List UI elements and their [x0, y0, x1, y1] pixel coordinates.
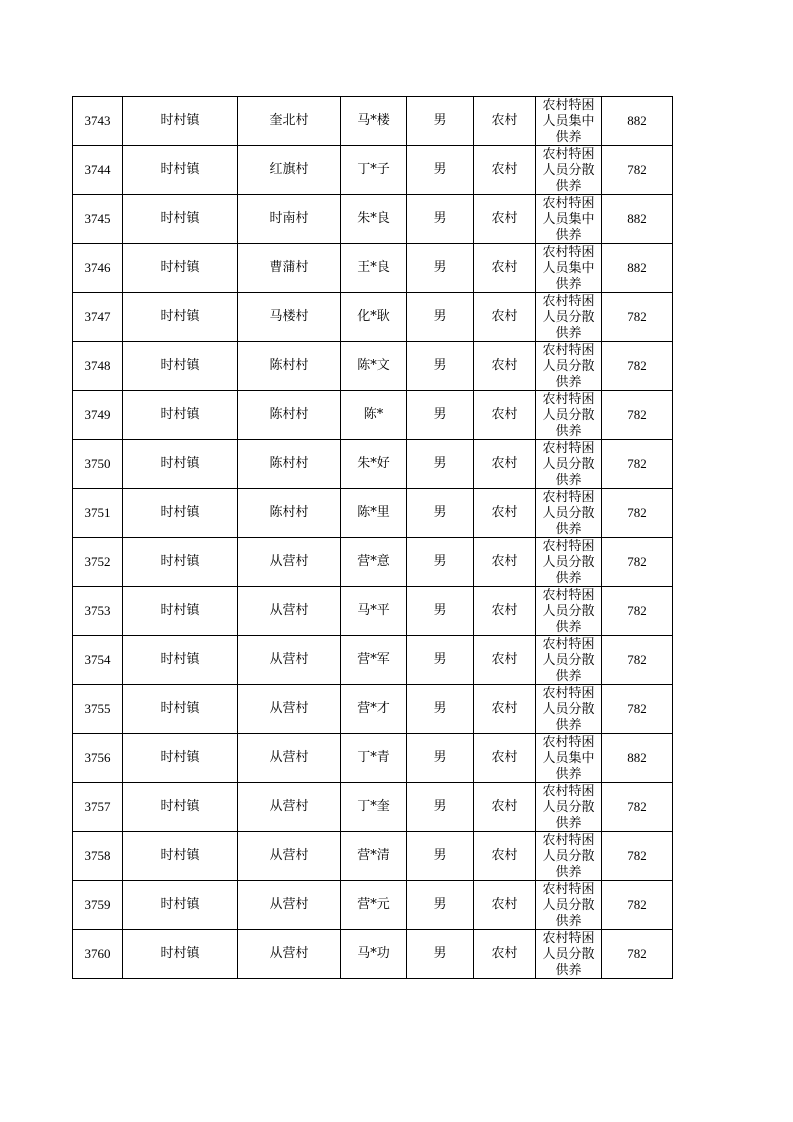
area-cell: 农村 — [474, 489, 536, 538]
area-cell: 农村 — [474, 97, 536, 146]
area-cell: 农村 — [474, 685, 536, 734]
support-type-cell — [536, 587, 602, 636]
table-row — [73, 293, 673, 342]
gender-cell: 男 — [407, 97, 474, 146]
person-name-cell: 朱*好 — [341, 440, 407, 489]
record-id-cell: 3748 — [73, 342, 123, 391]
gender-cell: 男 — [407, 146, 474, 195]
village-cell: 从营村 — [238, 538, 341, 587]
gender-cell: 男 — [407, 391, 474, 440]
town-cell: 时村镇 — [123, 881, 238, 930]
gender-cell: 男 — [407, 195, 474, 244]
village-cell: 陈村村 — [238, 342, 341, 391]
village-cell: 陈村村 — [238, 440, 341, 489]
amount-cell: 782 — [602, 146, 673, 195]
village-cell: 陈村村 — [238, 489, 341, 538]
record-id-cell: 3750 — [73, 440, 123, 489]
support-type-text: 农村特困人员分散供养 — [542, 833, 595, 880]
area-cell: 农村 — [474, 440, 536, 489]
support-type-cell — [536, 195, 602, 244]
support-type-text: 农村特困人员集中供养 — [542, 735, 595, 782]
record-id-cell: 3755 — [73, 685, 123, 734]
support-type-cell — [536, 440, 602, 489]
support-type-cell — [536, 636, 602, 685]
village-cell: 从营村 — [238, 881, 341, 930]
support-type-cell — [536, 342, 602, 391]
support-type-text: 农村特困人员分散供养 — [542, 147, 595, 194]
village-cell: 马楼村 — [238, 293, 341, 342]
record-id-cell: 3757 — [73, 783, 123, 832]
table-row — [73, 538, 673, 587]
support-type-wrap — [536, 685, 601, 733]
support-type-cell — [536, 489, 602, 538]
person-name-cell: 营*才 — [341, 685, 407, 734]
amount-cell: 782 — [602, 538, 673, 587]
table-row — [73, 685, 673, 734]
person-name-cell: 王*良 — [341, 244, 407, 293]
village-cell: 红旗村 — [238, 146, 341, 195]
table-row — [73, 881, 673, 930]
support-type-wrap — [536, 146, 601, 194]
town-cell: 时村镇 — [123, 146, 238, 195]
town-cell: 时村镇 — [123, 489, 238, 538]
table-row — [73, 146, 673, 195]
area-cell: 农村 — [474, 734, 536, 783]
gender-cell: 男 — [407, 734, 474, 783]
support-type-wrap — [536, 783, 601, 831]
gender-cell: 男 — [407, 685, 474, 734]
support-type-wrap — [536, 195, 601, 243]
support-type-cell — [536, 685, 602, 734]
record-id-cell: 3749 — [73, 391, 123, 440]
record-id-cell: 3760 — [73, 930, 123, 979]
support-type-text: 农村特困人员分散供养 — [542, 931, 595, 978]
person-name-cell: 丁*子 — [341, 146, 407, 195]
town-cell: 时村镇 — [123, 391, 238, 440]
table-row — [73, 636, 673, 685]
gender-cell: 男 — [407, 881, 474, 930]
town-cell: 时村镇 — [123, 244, 238, 293]
amount-cell: 782 — [602, 489, 673, 538]
amount-cell: 782 — [602, 342, 673, 391]
table-row — [73, 391, 673, 440]
amount-cell: 882 — [602, 244, 673, 293]
table-row — [73, 930, 673, 979]
support-type-text: 农村特困人员分散供养 — [542, 343, 595, 390]
support-type-wrap — [536, 636, 601, 684]
person-name-cell: 马*功 — [341, 930, 407, 979]
gender-cell: 男 — [407, 587, 474, 636]
town-cell: 时村镇 — [123, 587, 238, 636]
village-cell: 奎北村 — [238, 97, 341, 146]
gender-cell: 男 — [407, 538, 474, 587]
amount-cell: 782 — [602, 587, 673, 636]
person-name-cell: 朱*良 — [341, 195, 407, 244]
amount-cell: 782 — [602, 685, 673, 734]
support-type-wrap — [536, 930, 601, 978]
gender-cell: 男 — [407, 244, 474, 293]
town-cell: 时村镇 — [123, 342, 238, 391]
amount-cell: 782 — [602, 440, 673, 489]
person-name-cell: 丁*奎 — [341, 783, 407, 832]
support-type-text: 农村特困人员分散供养 — [542, 784, 595, 831]
support-type-cell — [536, 391, 602, 440]
town-cell: 时村镇 — [123, 783, 238, 832]
table-row — [73, 734, 673, 783]
gender-cell: 男 — [407, 440, 474, 489]
village-cell: 陈村村 — [238, 391, 341, 440]
record-id-cell: 3747 — [73, 293, 123, 342]
support-type-wrap — [536, 538, 601, 586]
support-type-text: 农村特困人员集中供养 — [542, 98, 595, 145]
table-row — [73, 195, 673, 244]
support-type-cell — [536, 734, 602, 783]
person-name-cell: 丁*青 — [341, 734, 407, 783]
person-name-cell: 马*平 — [341, 587, 407, 636]
town-cell: 时村镇 — [123, 195, 238, 244]
area-cell: 农村 — [474, 342, 536, 391]
record-id-cell: 3743 — [73, 97, 123, 146]
table-row — [73, 440, 673, 489]
support-type-text: 农村特困人员集中供养 — [542, 196, 595, 243]
support-type-cell — [536, 783, 602, 832]
support-type-wrap — [536, 440, 601, 488]
support-type-cell — [536, 97, 602, 146]
support-type-text: 农村特困人员分散供养 — [542, 539, 595, 586]
support-type-wrap — [536, 734, 601, 782]
area-cell: 农村 — [474, 244, 536, 293]
record-id-cell: 3751 — [73, 489, 123, 538]
person-name-cell: 营*意 — [341, 538, 407, 587]
support-type-text: 农村特困人员集中供养 — [542, 245, 595, 292]
table-row — [73, 587, 673, 636]
amount-cell: 782 — [602, 930, 673, 979]
area-cell: 农村 — [474, 195, 536, 244]
amount-cell: 782 — [602, 783, 673, 832]
support-type-cell — [536, 244, 602, 293]
person-name-cell: 陈*里 — [341, 489, 407, 538]
table-row — [73, 832, 673, 881]
gender-cell: 男 — [407, 930, 474, 979]
village-cell: 从营村 — [238, 832, 341, 881]
table-row — [73, 783, 673, 832]
record-id-cell: 3753 — [73, 587, 123, 636]
record-id-cell: 3745 — [73, 195, 123, 244]
village-cell: 从营村 — [238, 783, 341, 832]
gender-cell: 男 — [407, 342, 474, 391]
town-cell: 时村镇 — [123, 538, 238, 587]
gender-cell: 男 — [407, 832, 474, 881]
support-type-cell — [536, 146, 602, 195]
village-cell: 曹蒲村 — [238, 244, 341, 293]
person-name-cell: 陈*文 — [341, 342, 407, 391]
support-type-wrap — [536, 97, 601, 145]
area-cell: 农村 — [474, 881, 536, 930]
support-type-text: 农村特困人员分散供养 — [542, 882, 595, 929]
amount-cell: 782 — [602, 293, 673, 342]
person-name-cell: 陈* — [341, 391, 407, 440]
area-cell: 农村 — [474, 930, 536, 979]
person-name-cell: 营*军 — [341, 636, 407, 685]
support-type-text: 农村特困人员分散供养 — [542, 490, 595, 537]
table-row — [73, 489, 673, 538]
village-cell: 从营村 — [238, 734, 341, 783]
support-type-text: 农村特困人员分散供养 — [542, 392, 595, 439]
person-name-cell: 营*元 — [341, 881, 407, 930]
amount-cell: 882 — [602, 195, 673, 244]
gender-cell: 男 — [407, 293, 474, 342]
village-cell: 时南村 — [238, 195, 341, 244]
area-cell: 农村 — [474, 293, 536, 342]
town-cell: 时村镇 — [123, 685, 238, 734]
town-cell: 时村镇 — [123, 440, 238, 489]
gender-cell: 男 — [407, 636, 474, 685]
support-type-wrap — [536, 489, 601, 537]
record-id-cell: 3754 — [73, 636, 123, 685]
area-cell: 农村 — [474, 783, 536, 832]
support-type-wrap — [536, 342, 601, 390]
support-type-wrap — [536, 881, 601, 929]
amount-cell: 782 — [602, 881, 673, 930]
village-cell: 从营村 — [238, 685, 341, 734]
support-type-wrap — [536, 587, 601, 635]
person-name-cell: 营*清 — [341, 832, 407, 881]
amount-cell: 882 — [602, 97, 673, 146]
records-body — [73, 97, 673, 979]
support-type-wrap — [536, 244, 601, 292]
record-id-cell: 3752 — [73, 538, 123, 587]
area-cell: 农村 — [474, 832, 536, 881]
table-row — [73, 244, 673, 293]
amount-cell: 782 — [602, 391, 673, 440]
support-type-text: 农村特困人员分散供养 — [542, 441, 595, 488]
village-cell: 从营村 — [238, 930, 341, 979]
area-cell: 农村 — [474, 146, 536, 195]
town-cell: 时村镇 — [123, 293, 238, 342]
area-cell: 农村 — [474, 636, 536, 685]
person-name-cell: 马*楼 — [341, 97, 407, 146]
area-cell: 农村 — [474, 538, 536, 587]
record-id-cell: 3758 — [73, 832, 123, 881]
village-cell: 从营村 — [238, 587, 341, 636]
record-id-cell: 3746 — [73, 244, 123, 293]
support-type-cell — [536, 293, 602, 342]
person-name-cell: 化*耿 — [341, 293, 407, 342]
record-id-cell: 3744 — [73, 146, 123, 195]
town-cell: 时村镇 — [123, 636, 238, 685]
support-type-cell — [536, 930, 602, 979]
area-cell: 农村 — [474, 587, 536, 636]
records-table — [72, 96, 673, 979]
support-type-cell — [536, 832, 602, 881]
gender-cell: 男 — [407, 489, 474, 538]
area-cell: 农村 — [474, 391, 536, 440]
record-id-cell: 3756 — [73, 734, 123, 783]
record-id-cell: 3759 — [73, 881, 123, 930]
support-type-wrap — [536, 293, 601, 341]
amount-cell: 782 — [602, 636, 673, 685]
table-row — [73, 342, 673, 391]
support-type-cell — [536, 538, 602, 587]
amount-cell: 882 — [602, 734, 673, 783]
town-cell: 时村镇 — [123, 832, 238, 881]
town-cell: 时村镇 — [123, 734, 238, 783]
support-type-cell — [536, 881, 602, 930]
amount-cell: 782 — [602, 832, 673, 881]
table-row — [73, 97, 673, 146]
support-type-text: 农村特困人员分散供养 — [542, 686, 595, 733]
town-cell: 时村镇 — [123, 97, 238, 146]
town-cell: 时村镇 — [123, 930, 238, 979]
support-type-wrap — [536, 832, 601, 880]
support-type-text: 农村特困人员分散供养 — [542, 588, 595, 635]
support-type-wrap — [536, 391, 601, 439]
support-type-text: 农村特困人员分散供养 — [542, 294, 595, 341]
support-type-text: 农村特困人员分散供养 — [542, 637, 595, 684]
village-cell: 从营村 — [238, 636, 341, 685]
gender-cell: 男 — [407, 783, 474, 832]
